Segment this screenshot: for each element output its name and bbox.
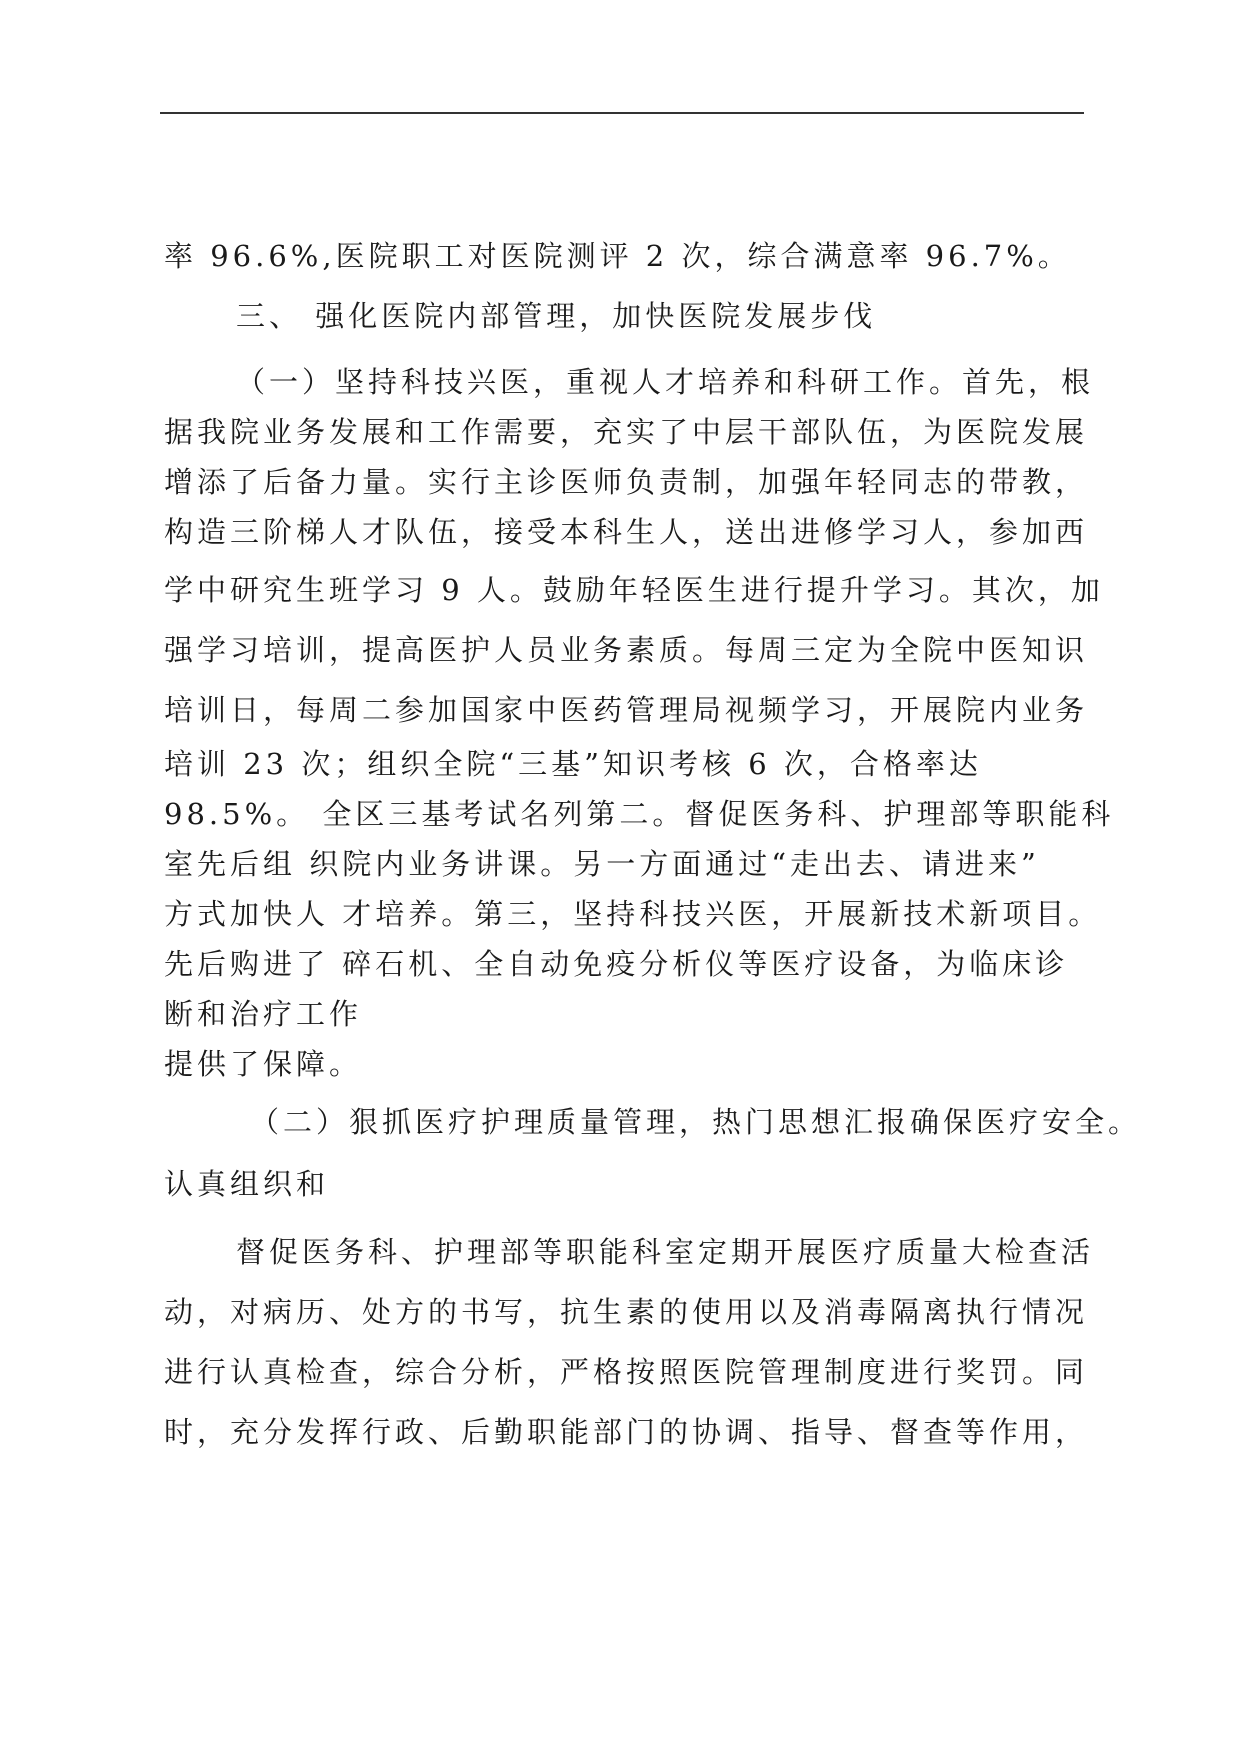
text-line: 认真组织和 — [164, 1167, 330, 1201]
text-line: 进行认真检查，综合分析，严格按照医院管理制度进行奖罚。同 — [164, 1355, 1089, 1389]
text-line: 98.5%。 全区三基考试名列第二。督促医务科、护理部等职能科 — [164, 797, 1115, 831]
header-rule — [160, 112, 1084, 114]
text-line: 学中研究生班学习 9 人。鼓励年轻医生进行提升学习。其次，加 — [164, 573, 1104, 607]
text-line: 培训日，每周二参加国家中医药管理局视频学习，开展院内业务 — [164, 693, 1089, 727]
text-line: 先后购进了 碎石机、全自动免疫分析仪等医疗设备，为临床诊 — [164, 947, 1069, 981]
text-line: 据我院业务发展和工作需要，充实了中层干部队伍，为医院发展 — [164, 415, 1089, 449]
text-line: （一）坚持科技兴医，重视人才培养和科研工作。首先，根 — [236, 365, 1095, 399]
text-line: 断和治疗工作 — [164, 997, 363, 1031]
text-line: 方式加快人 才培养。第三，坚持科技兴医，开展新技术新项目。 — [164, 897, 1102, 931]
section-heading: 三、 强化医院内部管理，加快医院发展步伐 — [236, 299, 877, 333]
text-line: 率 96.6%,医院职工对医院测评 2 次，综合满意率 96.7%。 — [164, 239, 1071, 273]
text-line: 培训 23 次；组织全院“三基”知识考核 6 次，合格率达 — [164, 747, 982, 781]
text-line: 强学习培训，提高医护人员业务素质。每周三定为全院中医知识 — [164, 633, 1089, 667]
text-line: 督促医务科、护理部等职能科室定期开展医疗质量大检查活 — [236, 1235, 1095, 1269]
subsection-heading: （二）狠抓医疗护理质量管理，热门思想汇报确保医疗安全。 — [250, 1105, 1142, 1139]
text-line: 室先后组 织院内业务讲课。另一方面通过“走出去、请进来” — [164, 847, 1040, 881]
text-line: 构造三阶梯人才队伍，接受本科生人，送出进修学习人，参加西 — [164, 515, 1089, 549]
text-line: 时，充分发挥行政、后勤职能部门的协调、指导、督查等作用， — [164, 1415, 1089, 1449]
text-line: 提供了保障。 — [164, 1047, 363, 1081]
text-line: 增添了后备力量。实行主诊医师负责制，加强年轻同志的带教， — [164, 465, 1089, 499]
text-line: 动，对病历、处方的书写，抗生素的使用以及消毒隔离执行情况 — [164, 1295, 1089, 1329]
